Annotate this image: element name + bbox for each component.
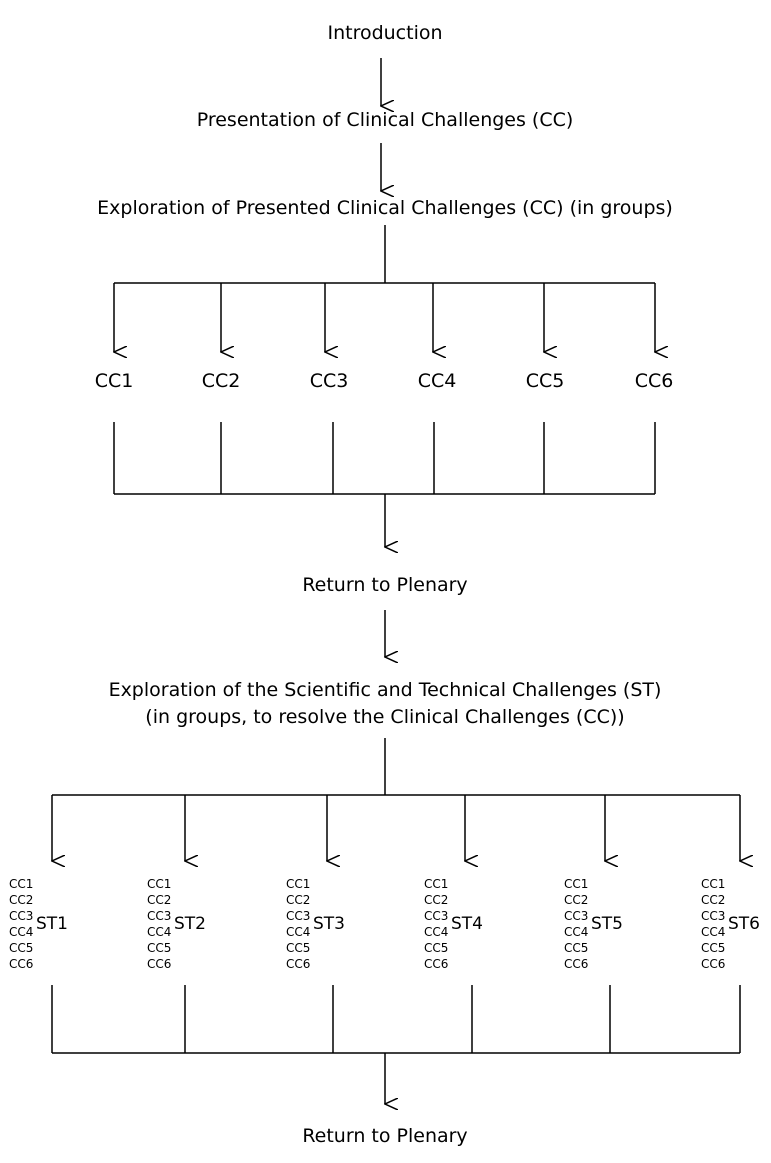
- st6-item: CC5: [701, 941, 726, 955]
- st1-item: CC5: [9, 941, 34, 955]
- st3-item: CC6: [286, 957, 311, 971]
- st4-label: ST4: [451, 914, 483, 934]
- st6-item: CC1: [701, 877, 726, 891]
- cc-group-2: CC2: [201, 370, 241, 392]
- st-group-4: [424, 878, 494, 978]
- step-exploration-st-line2: (in groups, to resolve the Clinical Challenges (CC)): [145, 706, 625, 728]
- st2-item: CC6: [147, 957, 172, 971]
- st2-item: CC3: [147, 909, 172, 923]
- step-exploration-cc: Exploration of Presented Clinical Challenges (CC) (in groups): [97, 197, 673, 219]
- step-introduction: Introduction: [327, 22, 443, 44]
- cc-group-3: CC3: [309, 370, 349, 392]
- st2-item: CC2: [147, 893, 172, 907]
- st2-item: CC5: [147, 941, 172, 955]
- st1-item: CC3: [9, 909, 34, 923]
- st1-item: CC1: [9, 877, 34, 891]
- st6-item: CC6: [701, 957, 726, 971]
- st1-item: CC6: [9, 957, 34, 971]
- step-presentation: Presentation of Clinical Challenges (CC): [196, 109, 574, 131]
- st5-item: CC1: [564, 877, 589, 891]
- cc-group-4: CC4: [417, 370, 457, 392]
- st4-item: CC1: [424, 877, 449, 891]
- st5-label: ST5: [591, 914, 623, 934]
- st6-item: CC2: [701, 893, 726, 907]
- st6-item: CC3: [701, 909, 726, 923]
- st5-item: CC2: [564, 893, 589, 907]
- step-exploration-st-line1: Exploration of the Scientific and Technical Challenges (ST): [108, 679, 662, 701]
- st5-item: CC4: [564, 925, 589, 939]
- st6-item: CC4: [701, 925, 726, 939]
- st1-item: CC2: [9, 893, 34, 907]
- st3-item: CC1: [286, 877, 311, 891]
- st2-item: CC4: [147, 925, 172, 939]
- st3-item: CC4: [286, 925, 311, 939]
- cc-group-6: CC6: [634, 370, 674, 392]
- st-group-5: [564, 878, 634, 978]
- st4-item: CC4: [424, 925, 449, 939]
- st4-item: CC6: [424, 957, 449, 971]
- st-group-3: [286, 878, 356, 978]
- st1-item: CC4: [9, 925, 34, 939]
- st3-item: CC2: [286, 893, 311, 907]
- st4-item: CC3: [424, 909, 449, 923]
- st2-item: CC1: [147, 877, 172, 891]
- st2-label: ST2: [174, 914, 206, 934]
- st5-item: CC6: [564, 957, 589, 971]
- st-group-2: [147, 878, 217, 978]
- st5-item: CC5: [564, 941, 589, 955]
- cc-group-5: CC5: [525, 370, 565, 392]
- st1-label: ST1: [36, 914, 68, 934]
- step-return-to-plenary-2: Return to Plenary: [302, 1125, 468, 1147]
- step-return-to-plenary-1: Return to Plenary: [302, 574, 468, 596]
- st3-label: ST3: [313, 914, 345, 934]
- st-group-6: [701, 878, 771, 978]
- st4-item: CC5: [424, 941, 449, 955]
- st6-label: ST6: [728, 914, 760, 934]
- cc-group-1: CC1: [94, 370, 134, 392]
- st3-item: CC3: [286, 909, 311, 923]
- st-group-1: [9, 878, 79, 978]
- st5-item: CC3: [564, 909, 589, 923]
- st4-item: CC2: [424, 893, 449, 907]
- st3-item: CC5: [286, 941, 311, 955]
